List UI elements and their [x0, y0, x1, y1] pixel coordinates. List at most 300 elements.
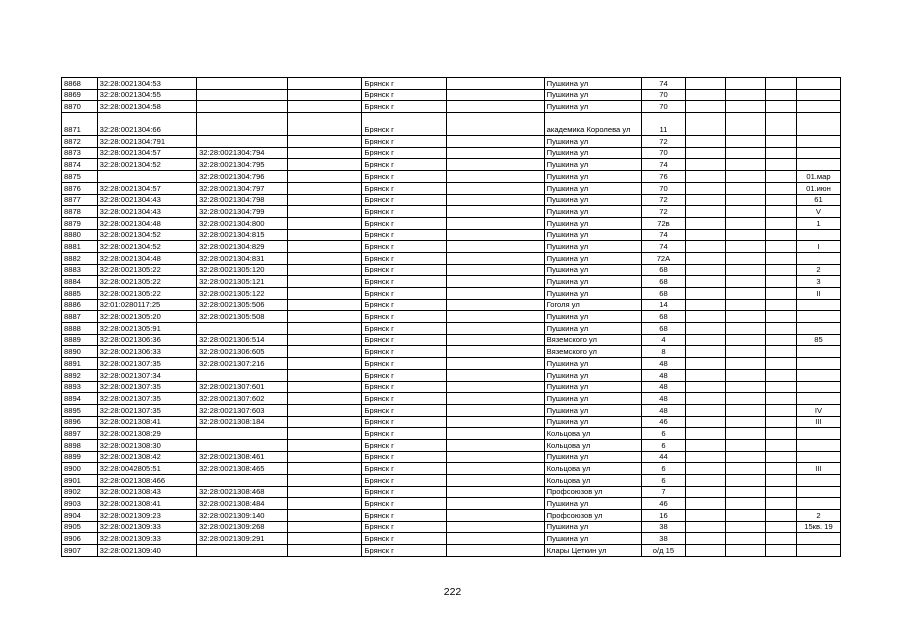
empty-cell	[447, 136, 544, 148]
empty-cell	[447, 101, 544, 113]
object-cadastral-number-cell: 32:28:0021306:514	[197, 334, 288, 346]
empty-cell	[725, 194, 765, 206]
cadastral-number-cell: 32:28:0021306:36	[97, 334, 196, 346]
row-number-cell: 8879	[62, 217, 98, 229]
cadastral-number-cell: 32:28:0021309:33	[97, 533, 196, 545]
object-cadastral-number-cell: 32:28:0021308:184	[197, 416, 288, 428]
empty-cell	[765, 463, 796, 475]
city-cell: Брянск г	[362, 217, 447, 229]
empty-cell	[725, 428, 765, 440]
empty-cell	[288, 78, 362, 90]
object-cadastral-number-cell: 32:28:0021304:831	[197, 252, 288, 264]
empty-cell	[765, 311, 796, 323]
cadastral-number-cell: 32:28:0021304:52	[97, 159, 196, 171]
empty-cell	[447, 113, 544, 136]
city-cell: Брянск г	[362, 510, 447, 522]
street-cell: Пушкина ул	[544, 101, 641, 113]
empty-cell	[447, 369, 544, 381]
apartment-cell	[796, 101, 840, 113]
empty-cell	[765, 136, 796, 148]
table-row	[62, 475, 841, 487]
row-number-cell: 8874	[62, 159, 98, 171]
empty-cell	[765, 299, 796, 311]
empty-cell	[447, 439, 544, 451]
empty-cell	[685, 101, 725, 113]
house-number-cell: 76	[641, 171, 685, 183]
table-row	[62, 381, 841, 393]
object-cadastral-number-cell: 32:28:0021304:800	[197, 217, 288, 229]
row-number-cell: 8887	[62, 311, 98, 323]
house-number-cell: 70	[641, 182, 685, 194]
table-row	[62, 510, 841, 522]
cadastral-number-cell: 32:28:0021304:43	[97, 194, 196, 206]
table-row	[62, 182, 841, 194]
apartment-cell	[796, 229, 840, 241]
object-cadastral-number-cell: 32:28:0021308:484	[197, 498, 288, 510]
city-cell: Брянск г	[362, 78, 447, 90]
empty-cell	[765, 404, 796, 416]
object-cadastral-number-cell	[197, 545, 288, 557]
empty-cell	[765, 241, 796, 253]
empty-cell	[288, 521, 362, 533]
row-number-cell: 8894	[62, 393, 98, 405]
object-cadastral-number-cell	[197, 475, 288, 487]
empty-cell	[288, 252, 362, 264]
empty-cell	[765, 89, 796, 101]
table-row	[62, 451, 841, 463]
object-cadastral-number-cell: 32:28:0021305:508	[197, 311, 288, 323]
apartment-cell	[796, 299, 840, 311]
city-cell: Брянск г	[362, 276, 447, 288]
empty-cell	[725, 439, 765, 451]
empty-cell	[685, 463, 725, 475]
city-cell: Брянск г	[362, 498, 447, 510]
empty-cell	[288, 346, 362, 358]
object-cadastral-number-cell: 32:28:0021306:605	[197, 346, 288, 358]
empty-cell	[288, 428, 362, 440]
apartment-cell: 2	[796, 264, 840, 276]
empty-cell	[288, 194, 362, 206]
street-cell: Пушкина ул	[544, 381, 641, 393]
row-number-cell: 8893	[62, 381, 98, 393]
cadastral-number-cell: 32:28:0021304:52	[97, 229, 196, 241]
city-cell: Брянск г	[362, 311, 447, 323]
apartment-cell: IV	[796, 404, 840, 416]
house-number-cell: 68	[641, 323, 685, 335]
object-cadastral-number-cell: 32:28:0021304:796	[197, 171, 288, 183]
cadastral-number-cell: 32:28:0042805:51	[97, 463, 196, 475]
row-number-cell: 8896	[62, 416, 98, 428]
city-cell: Брянск г	[362, 416, 447, 428]
row-number-cell: 8898	[62, 439, 98, 451]
cadastral-number-cell: 32:28:0021308:43	[97, 486, 196, 498]
empty-cell	[685, 510, 725, 522]
apartment-cell	[796, 147, 840, 159]
empty-cell	[685, 451, 725, 463]
apartment-cell: 3	[796, 276, 840, 288]
empty-cell	[447, 416, 544, 428]
house-number-cell: 72в	[641, 217, 685, 229]
house-number-cell: 48	[641, 404, 685, 416]
row-number-cell: 8906	[62, 533, 98, 545]
empty-cell	[685, 393, 725, 405]
empty-cell	[288, 147, 362, 159]
empty-cell	[765, 113, 796, 136]
table-row	[62, 369, 841, 381]
street-cell: Кольцова ул	[544, 463, 641, 475]
empty-cell	[685, 299, 725, 311]
table-row	[62, 439, 841, 451]
row-number-cell: 8880	[62, 229, 98, 241]
empty-cell	[288, 241, 362, 253]
street-cell: Пушкина ул	[544, 323, 641, 335]
empty-cell	[685, 229, 725, 241]
house-number-cell: 38	[641, 521, 685, 533]
empty-cell	[725, 276, 765, 288]
object-cadastral-number-cell: 32:28:0021304:815	[197, 229, 288, 241]
apartment-cell	[796, 428, 840, 440]
city-cell: Брянск г	[362, 299, 447, 311]
street-cell: Пушкина ул	[544, 171, 641, 183]
object-cadastral-number-cell: 32:28:0021304:829	[197, 241, 288, 253]
empty-cell	[685, 521, 725, 533]
apartment-cell	[796, 358, 840, 370]
cadastral-number-cell: 32:28:0021307:35	[97, 404, 196, 416]
table-row	[62, 264, 841, 276]
city-cell: Брянск г	[362, 439, 447, 451]
street-cell: Пушкина ул	[544, 521, 641, 533]
city-cell: Брянск г	[362, 229, 447, 241]
empty-cell	[685, 264, 725, 276]
empty-cell	[765, 521, 796, 533]
empty-cell	[685, 182, 725, 194]
empty-cell	[685, 136, 725, 148]
street-cell: Пушкина ул	[544, 311, 641, 323]
table-row	[62, 229, 841, 241]
house-number-cell: 70	[641, 147, 685, 159]
object-cadastral-number-cell	[197, 439, 288, 451]
city-cell: Брянск г	[362, 486, 447, 498]
city-cell: Брянск г	[362, 171, 447, 183]
empty-cell	[447, 229, 544, 241]
house-number-cell: 16	[641, 510, 685, 522]
street-cell: Пушкина ул	[544, 241, 641, 253]
empty-cell	[765, 147, 796, 159]
apartment-cell: 61	[796, 194, 840, 206]
row-number-cell: 8878	[62, 206, 98, 218]
cadastral-number-cell: 32:28:0021307:34	[97, 369, 196, 381]
row-number-cell: 8891	[62, 358, 98, 370]
house-number-cell: 48	[641, 381, 685, 393]
street-cell: Пушкина ул	[544, 182, 641, 194]
table-row	[62, 206, 841, 218]
house-number-cell: 7	[641, 486, 685, 498]
apartment-cell	[796, 486, 840, 498]
empty-cell	[765, 159, 796, 171]
empty-cell	[685, 276, 725, 288]
empty-cell	[685, 194, 725, 206]
empty-cell	[447, 78, 544, 90]
empty-cell	[288, 475, 362, 487]
row-number-cell: 8892	[62, 369, 98, 381]
row-number-cell: 8904	[62, 510, 98, 522]
empty-cell	[725, 311, 765, 323]
row-number-cell: 8869	[62, 89, 98, 101]
empty-cell	[725, 381, 765, 393]
city-cell: Брянск г	[362, 451, 447, 463]
table-row	[62, 113, 841, 136]
apartment-cell	[796, 159, 840, 171]
table-row	[62, 533, 841, 545]
table-row	[62, 486, 841, 498]
row-number-cell: 8890	[62, 346, 98, 358]
object-cadastral-number-cell	[197, 113, 288, 136]
empty-cell	[288, 498, 362, 510]
empty-cell	[288, 545, 362, 557]
empty-cell	[725, 475, 765, 487]
apartment-cell	[796, 475, 840, 487]
empty-cell	[765, 194, 796, 206]
table-row	[62, 276, 841, 288]
apartment-cell	[796, 78, 840, 90]
empty-cell	[447, 217, 544, 229]
empty-cell	[725, 451, 765, 463]
street-cell: Пушкина ул	[544, 369, 641, 381]
table-row	[62, 498, 841, 510]
empty-cell	[685, 147, 725, 159]
city-cell: Брянск г	[362, 264, 447, 276]
empty-cell	[288, 510, 362, 522]
cadastral-number-cell: 32:28:0021305:20	[97, 311, 196, 323]
empty-cell	[765, 545, 796, 557]
empty-cell	[288, 171, 362, 183]
row-number-cell: 8899	[62, 451, 98, 463]
row-number-cell: 8897	[62, 428, 98, 440]
house-number-cell: 68	[641, 276, 685, 288]
house-number-cell: 74	[641, 229, 685, 241]
object-cadastral-number-cell	[197, 428, 288, 440]
empty-cell	[725, 264, 765, 276]
city-cell: Брянск г	[362, 358, 447, 370]
empty-cell	[447, 159, 544, 171]
table-row	[62, 159, 841, 171]
cadastral-number-cell: 32:28:0021304:57	[97, 182, 196, 194]
empty-cell	[725, 463, 765, 475]
cadastral-number-cell: 32:28:0021304:48	[97, 217, 196, 229]
street-cell: Пушкина ул	[544, 78, 641, 90]
object-cadastral-number-cell: 32:28:0021307:603	[197, 404, 288, 416]
empty-cell	[725, 533, 765, 545]
city-cell: Брянск г	[362, 252, 447, 264]
empty-cell	[685, 428, 725, 440]
empty-cell	[685, 475, 725, 487]
table-row	[62, 252, 841, 264]
street-cell: Клары Цеткин ул	[544, 545, 641, 557]
empty-cell	[765, 498, 796, 510]
empty-cell	[765, 288, 796, 300]
city-cell: Брянск г	[362, 89, 447, 101]
apartment-cell: I	[796, 241, 840, 253]
house-number-cell: 72	[641, 206, 685, 218]
object-cadastral-number-cell: 32:28:0021307:601	[197, 381, 288, 393]
empty-cell	[725, 252, 765, 264]
object-cadastral-number-cell: 32:28:0021304:795	[197, 159, 288, 171]
table-row	[62, 288, 841, 300]
city-cell: Брянск г	[362, 113, 447, 136]
house-number-cell: 4	[641, 334, 685, 346]
table-row	[62, 101, 841, 113]
table-row	[62, 299, 841, 311]
empty-cell	[765, 475, 796, 487]
street-cell: Кольцова ул	[544, 428, 641, 440]
empty-cell	[725, 545, 765, 557]
empty-cell	[288, 416, 362, 428]
empty-cell	[765, 358, 796, 370]
city-cell: Брянск г	[362, 288, 447, 300]
apartment-cell: II	[796, 288, 840, 300]
empty-cell	[685, 252, 725, 264]
empty-cell	[288, 404, 362, 416]
street-cell: Пушкина ул	[544, 404, 641, 416]
street-cell: Пушкина ул	[544, 288, 641, 300]
empty-cell	[447, 299, 544, 311]
house-number-cell: 8	[641, 346, 685, 358]
row-number-cell: 8900	[62, 463, 98, 475]
empty-cell	[765, 78, 796, 90]
apartment-cell: 01.июн	[796, 182, 840, 194]
empty-cell	[685, 113, 725, 136]
empty-cell	[447, 182, 544, 194]
street-cell: Пушкина ул	[544, 194, 641, 206]
empty-cell	[725, 78, 765, 90]
empty-cell	[685, 346, 725, 358]
city-cell: Брянск г	[362, 533, 447, 545]
object-cadastral-number-cell	[197, 136, 288, 148]
empty-cell	[685, 439, 725, 451]
row-number-cell: 8886	[62, 299, 98, 311]
row-number-cell: 8889	[62, 334, 98, 346]
empty-cell	[447, 521, 544, 533]
empty-cell	[725, 486, 765, 498]
city-cell: Брянск г	[362, 147, 447, 159]
empty-cell	[685, 486, 725, 498]
empty-cell	[725, 358, 765, 370]
empty-cell	[725, 323, 765, 335]
empty-cell	[725, 113, 765, 136]
empty-cell	[288, 393, 362, 405]
row-number-cell: 8881	[62, 241, 98, 253]
row-number-cell: 8885	[62, 288, 98, 300]
cadastral-number-cell: 32:28:0021306:33	[97, 346, 196, 358]
empty-cell	[725, 346, 765, 358]
empty-cell	[447, 475, 544, 487]
empty-cell	[765, 369, 796, 381]
empty-cell	[725, 404, 765, 416]
house-number-cell: 68	[641, 311, 685, 323]
cadastral-number-cell: 32:28:0021304:55	[97, 89, 196, 101]
object-cadastral-number-cell: 32:28:0021305:506	[197, 299, 288, 311]
street-cell: Пушкина ул	[544, 89, 641, 101]
apartment-cell: 85	[796, 334, 840, 346]
cadastral-number-cell: 32:28:0021307:35	[97, 381, 196, 393]
table-row	[62, 416, 841, 428]
street-cell: Профсоюзов ул	[544, 510, 641, 522]
empty-cell	[447, 252, 544, 264]
street-cell: Гоголя ул	[544, 299, 641, 311]
apartment-cell	[796, 369, 840, 381]
house-number-cell: 38	[641, 533, 685, 545]
row-number-cell: 8883	[62, 264, 98, 276]
table-row	[62, 89, 841, 101]
cadastral-number-cell: 32:28:0021305:22	[97, 276, 196, 288]
table-row	[62, 393, 841, 405]
row-number-cell: 8901	[62, 475, 98, 487]
street-cell: Пушкина ул	[544, 416, 641, 428]
empty-cell	[447, 89, 544, 101]
empty-cell	[288, 323, 362, 335]
house-number-cell: 11	[641, 113, 685, 136]
table-row	[62, 323, 841, 335]
empty-cell	[447, 510, 544, 522]
city-cell: Брянск г	[362, 323, 447, 335]
object-cadastral-number-cell: 32:28:0021308:461	[197, 451, 288, 463]
object-cadastral-number-cell: 32:28:0021308:468	[197, 486, 288, 498]
street-cell: Пушкина ул	[544, 206, 641, 218]
object-cadastral-number-cell: 32:28:0021309:268	[197, 521, 288, 533]
empty-cell	[447, 241, 544, 253]
empty-cell	[765, 510, 796, 522]
empty-cell	[725, 510, 765, 522]
house-number-cell: 74	[641, 159, 685, 171]
cadastral-number-cell: 32:28:0021304:53	[97, 78, 196, 90]
cadastral-number-cell: 32:28:0021309:40	[97, 545, 196, 557]
street-cell: Кольцова ул	[544, 475, 641, 487]
empty-cell	[765, 182, 796, 194]
street-cell: Пушкина ул	[544, 393, 641, 405]
cadastral-number-cell: 32:28:0021308:42	[97, 451, 196, 463]
table-row	[62, 334, 841, 346]
empty-cell	[725, 171, 765, 183]
object-cadastral-number-cell: 32:28:0021304:794	[197, 147, 288, 159]
empty-cell	[447, 428, 544, 440]
street-cell: Пушкина ул	[544, 276, 641, 288]
empty-cell	[725, 159, 765, 171]
street-cell: Кольцова ул	[544, 439, 641, 451]
cadastral-number-cell: 32:28:0021305:22	[97, 288, 196, 300]
street-cell: Пушкина ул	[544, 358, 641, 370]
empty-cell	[685, 533, 725, 545]
street-cell: Пушкина ул	[544, 136, 641, 148]
street-cell: Пушкина ул	[544, 217, 641, 229]
table-body	[62, 78, 841, 557]
empty-cell	[288, 217, 362, 229]
empty-cell	[288, 182, 362, 194]
object-cadastral-number-cell: 32:28:0021304:797	[197, 182, 288, 194]
empty-cell	[447, 346, 544, 358]
empty-cell	[725, 416, 765, 428]
object-cadastral-number-cell: 32:28:0021309:140	[197, 510, 288, 522]
apartment-cell: 2	[796, 510, 840, 522]
cadastral-number-cell: 32:01:0280117:25	[97, 299, 196, 311]
object-cadastral-number-cell: 32:28:0021309:291	[197, 533, 288, 545]
table-row	[62, 521, 841, 533]
empty-cell	[725, 498, 765, 510]
empty-cell	[685, 159, 725, 171]
empty-cell	[725, 521, 765, 533]
empty-cell	[447, 486, 544, 498]
row-number-cell: 8882	[62, 252, 98, 264]
cadastral-number-cell: 32:28:0021304:58	[97, 101, 196, 113]
